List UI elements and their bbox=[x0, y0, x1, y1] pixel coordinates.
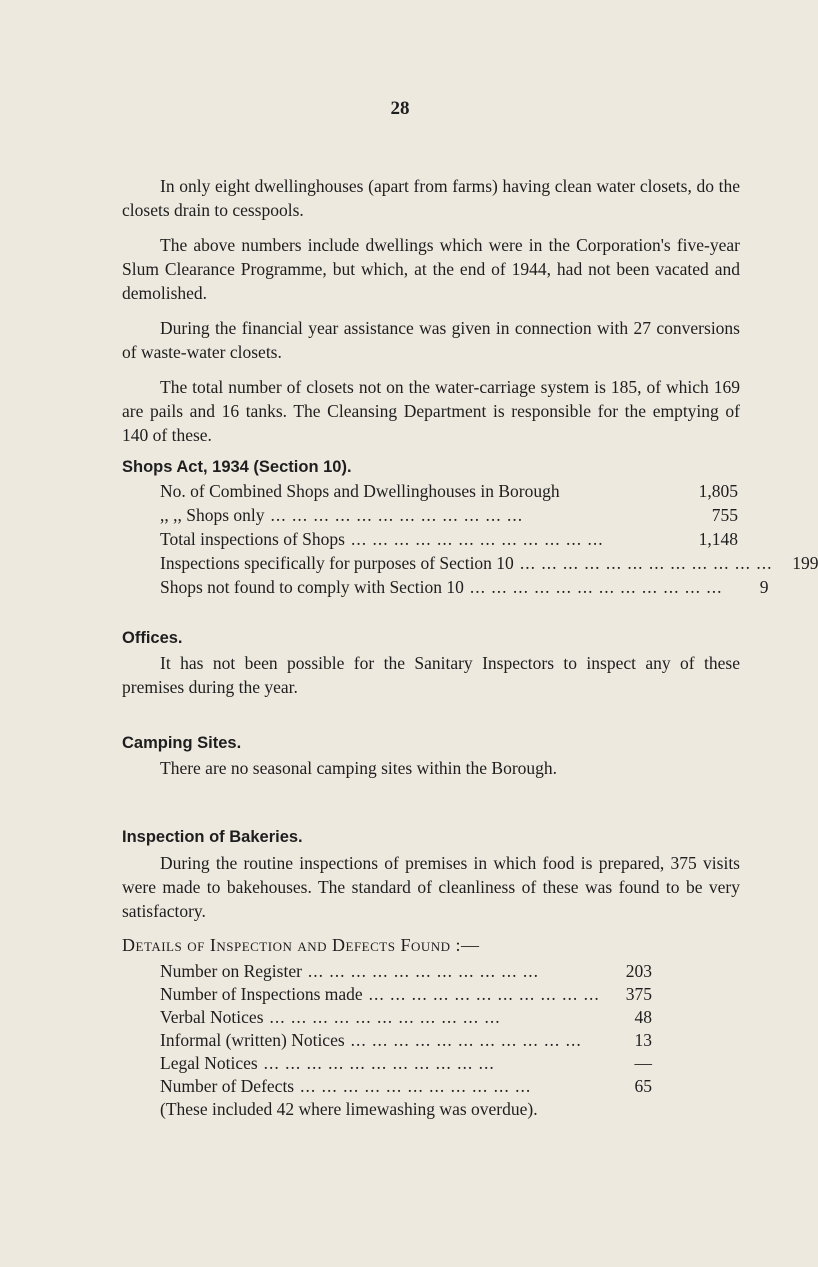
row-label: Number of Defects bbox=[160, 1076, 295, 1096]
paragraph-conversions: During the financial year assistance was given in connection with 27 conversions of waste-water closets. bbox=[122, 318, 740, 362]
shops-row bbox=[160, 480, 738, 503]
bakeries-text: During the routine inspections of premises in which food is prepared, 375 visits were made to bakehouses. The standard of cleanliness of these was found to be very satisfactory. bbox=[122, 853, 740, 921]
details-row: Verbal Notices ... ... ... ... ... ... ... ... ... ... ... 48 bbox=[160, 1007, 652, 1027]
shops-row: ,, ,, Shops only ... ... ... ... ... ... ... ... ... ... ... ... 755 bbox=[160, 505, 738, 525]
details-row: Legal Notices ... ... ... ... ... ... ... ... ... ... ... — bbox=[160, 1053, 652, 1073]
row-value: 13 bbox=[634, 1030, 652, 1050]
details-row: Informal (written) Notices ... ... ... ... ... ... ... ... ... ... ... 13 bbox=[160, 1030, 652, 1050]
paragraph-slum-clearance: The above numbers include dwellings which were in the Corporation's five-year Slum Clearance Programme, but which, at the end of 1944, had not been vacated and demolished. bbox=[122, 235, 740, 303]
row-value: 1,148 bbox=[698, 529, 738, 549]
row-value: 65 bbox=[634, 1076, 652, 1096]
row-value: 48 bbox=[634, 1007, 652, 1027]
page-number: 28 bbox=[390, 98, 410, 119]
row-label: Number of Inspections made bbox=[160, 984, 363, 1004]
row-value: 375 bbox=[625, 984, 652, 1004]
row-label: No. of Combined Shops and Dwellinghouses in Borough bbox=[160, 481, 560, 501]
row-label: Total inspections of Shops bbox=[160, 529, 345, 549]
row-value: 1,805 bbox=[698, 481, 738, 501]
paragraph-closets-total: The total number of closets not on the water-carriage system is 185, of which 169 are pails and 16 tanks. The Cleansing Department is responsible for the emptying of 140 of these. bbox=[122, 377, 740, 445]
camping-sites-heading: Camping Sites. bbox=[122, 734, 242, 752]
row-value: 9 bbox=[759, 577, 769, 597]
row-value: 199 bbox=[792, 553, 818, 573]
shops-row: Total inspections of Shops ... ... ... ... ... ... ... ... ... ... ... ... 1,148 bbox=[160, 529, 738, 549]
row-label: ,, ,, Shops only bbox=[160, 505, 265, 525]
camping-sites-text: There are no seasonal camping sites within the Borough. bbox=[160, 758, 558, 778]
limewashing-note: (These included 42 where limewashing was overdue). bbox=[160, 1099, 538, 1119]
details-row: Number on Register ... ... ... ... ... ... ... ... ... ... ... 203 bbox=[160, 961, 652, 981]
details-row: Number of Defects ... ... ... ... ... ... ... ... ... ... ... 65 bbox=[160, 1076, 652, 1096]
row-label: Number on Register bbox=[160, 961, 302, 981]
row-label: Legal Notices bbox=[160, 1053, 258, 1073]
row-label: Inspections specifically for purposes of Section 10 bbox=[160, 553, 514, 573]
row-value: 203 bbox=[625, 961, 652, 981]
shops-act-heading: Shops Act, 1934 (Section 10). bbox=[122, 458, 352, 476]
bakeries-heading: Inspection of Bakeries. bbox=[122, 828, 303, 846]
shops-row: Shops not found to comply with Section 10 ... ... ... ... ... ... ... ... ... ... ... ... 9 bbox=[160, 577, 769, 597]
details-row: Number of Inspections made ... ... ... ... ... ... ... ... ... ... ... 375 bbox=[160, 984, 652, 1004]
details-heading: Details of Inspection and Defects Found :— bbox=[122, 935, 480, 955]
row-label: Informal (written) Notices bbox=[160, 1030, 345, 1050]
row-value: 755 bbox=[711, 505, 738, 525]
paragraph-cesspools: In only eight dwellinghouses (apart from farms) having clean water closets, do the closets drain to cesspools. bbox=[122, 176, 740, 220]
offices-heading: Offices. bbox=[122, 629, 183, 647]
row-value: — bbox=[634, 1053, 652, 1073]
shops-row: Inspections specifically for purposes of Section 10 ... ... ... ... ... ... ... ... ... ... ... ... 199 bbox=[160, 553, 818, 573]
offices-text: It has not been possible for the Sanitary Inspectors to inspect any of these premises during the year. bbox=[122, 653, 740, 697]
row-label: Verbal Notices bbox=[160, 1007, 264, 1027]
row-label: Shops not found to comply with Section 10 bbox=[160, 577, 464, 597]
